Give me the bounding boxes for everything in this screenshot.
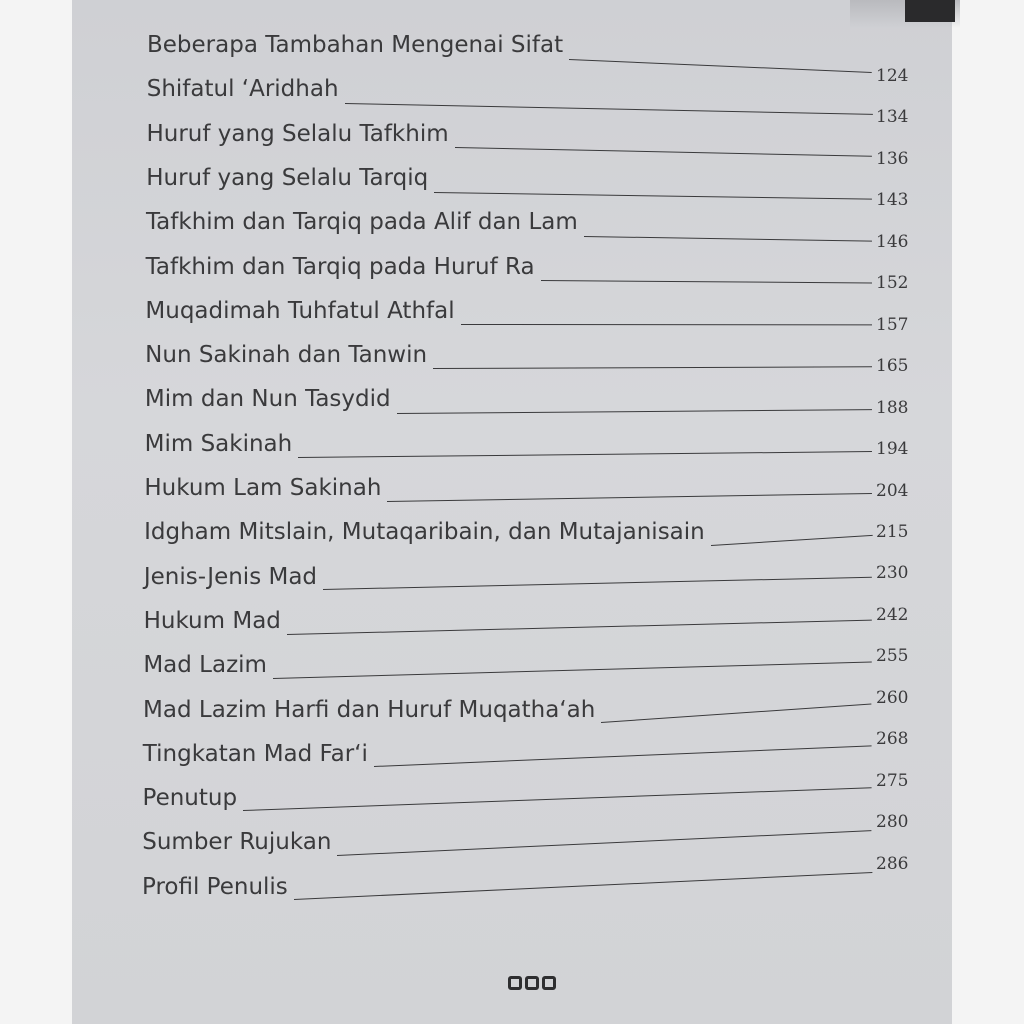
toc-entry-title: Sumber Rujukan bbox=[142, 829, 332, 856]
toc-entry-page: 194 bbox=[876, 439, 909, 460]
toc-leader-line bbox=[434, 192, 872, 200]
toc-entry-page: 268 bbox=[876, 729, 909, 750]
toc-leader-line bbox=[455, 147, 872, 157]
toc-entry-title: Mim Sakinah bbox=[144, 430, 293, 457]
three-squares-ornament-icon bbox=[508, 976, 556, 990]
toc-entry-page: 215 bbox=[876, 522, 909, 543]
toc-leader-line bbox=[337, 830, 872, 856]
toc-entry-title: Mad Lazim bbox=[143, 652, 267, 679]
toc-entry-title: Tafkhim dan Tarqiq pada Huruf Ra bbox=[145, 253, 535, 280]
toc-leader-line bbox=[287, 619, 872, 634]
toc-leader-line bbox=[601, 703, 872, 723]
toc-entry-title: Mim dan Nun Tasydid bbox=[144, 386, 391, 413]
toc-entry-page: 260 bbox=[876, 687, 909, 708]
toc-entry-title: Jenis-Jenis Mad bbox=[143, 563, 318, 590]
toc-entry-title: Tafkhim dan Tarqiq pada Alif dan Lam bbox=[145, 209, 578, 236]
toc-leader-line bbox=[397, 409, 872, 414]
toc-entry-page: 188 bbox=[876, 397, 909, 418]
ornament-square bbox=[508, 976, 522, 990]
toc-leader-line bbox=[569, 59, 872, 73]
toc-entry-title: Nun Sakinah dan Tanwin bbox=[145, 342, 428, 369]
toc-entry-page: 204 bbox=[876, 480, 909, 501]
toc-entry-page: 124 bbox=[876, 66, 909, 86]
toc-leader-line bbox=[584, 236, 872, 242]
toc-entry-page: 275 bbox=[876, 770, 909, 791]
toc-entry-title: Hukum Lam Sakinah bbox=[144, 475, 382, 501]
toc-entry-title: Beberapa Tambahan Mengenai Sifat bbox=[147, 32, 564, 58]
toc-entry-page: 230 bbox=[876, 563, 909, 584]
toc-leader-line bbox=[273, 661, 872, 678]
toc-entry-title: Tingkatan Mad Far‘i bbox=[142, 740, 368, 767]
ornament-square bbox=[542, 976, 556, 990]
toc-entry-page: 280 bbox=[876, 812, 909, 833]
toc-leader-line bbox=[461, 324, 872, 325]
toc-entry-page: 136 bbox=[876, 148, 909, 169]
toc-entry-page: 165 bbox=[876, 356, 909, 377]
toc-entry-page: 286 bbox=[876, 853, 909, 874]
toc-entry-title: Mad Lazim Harfi dan Huruf Muqatha‘ah bbox=[143, 696, 596, 723]
toc-leader-line bbox=[345, 103, 872, 115]
toc-leader-line bbox=[541, 280, 872, 283]
toc-leader-line bbox=[294, 872, 872, 900]
toc-leader-line bbox=[387, 493, 872, 502]
toc-entry-title: Hukum Mad bbox=[143, 607, 281, 634]
toc-entry-page: 143 bbox=[876, 190, 909, 211]
toc-entry-title: Huruf yang Selalu Tarqiq bbox=[146, 164, 429, 191]
toc-leader-line bbox=[711, 535, 872, 546]
toc-leader-line bbox=[323, 577, 872, 590]
toc-leader-line bbox=[433, 367, 872, 370]
toc-entry-title: Huruf yang Selalu Tafkhim bbox=[146, 120, 449, 147]
toc-entry-title: Penutup bbox=[142, 785, 238, 812]
toc-entry-page: 134 bbox=[876, 107, 909, 128]
toc-leader-line bbox=[298, 451, 872, 458]
toc-entry-title: Muqadimah Tuhfatul Athfal bbox=[145, 297, 455, 324]
toc-entry-page: 242 bbox=[876, 604, 909, 625]
toc-entry-title: Idgham Mitslain, Mutaqaribain, dan Mutajanisain bbox=[144, 519, 705, 546]
ornament-square bbox=[525, 976, 539, 990]
toc-leader-line bbox=[374, 745, 872, 767]
toc-entry-page: 157 bbox=[876, 314, 909, 335]
toc-entry-page: 152 bbox=[876, 273, 909, 294]
toc-leader-line bbox=[243, 788, 872, 812]
toc-entry-page: 255 bbox=[876, 646, 909, 667]
toc-entry-title: Shifatul ‘Aridhah bbox=[146, 76, 339, 103]
toc-entry-page: 146 bbox=[876, 231, 909, 252]
toc-entry-title: Profil Penulis bbox=[142, 873, 288, 900]
